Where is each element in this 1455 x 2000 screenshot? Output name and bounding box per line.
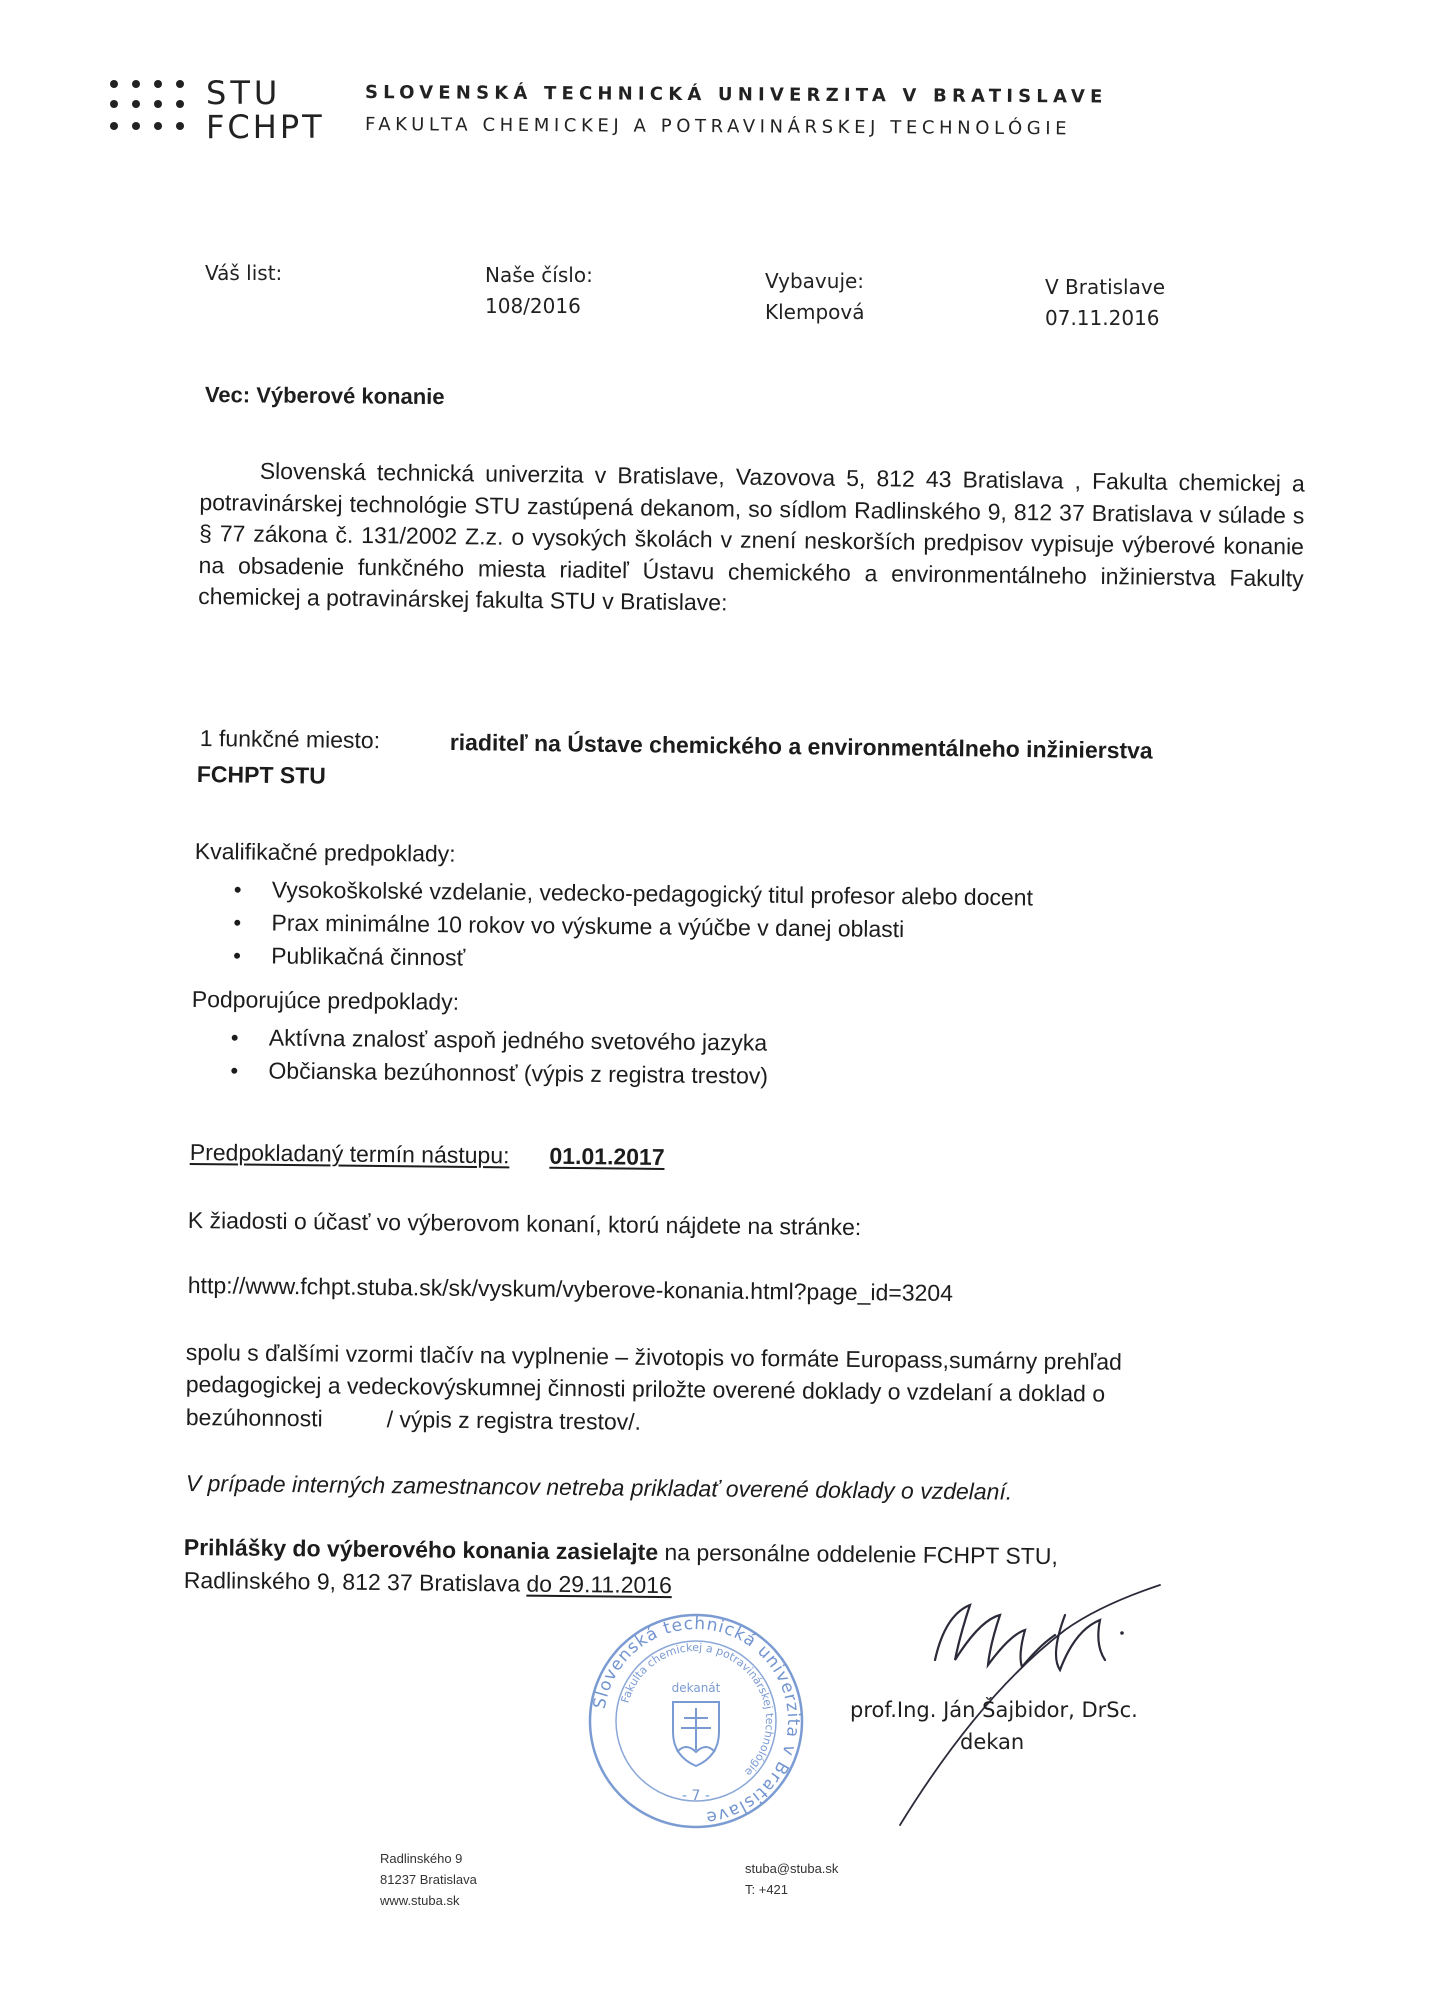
faculty-name: FAKULTA CHEMICKEJ A POTRAVINÁRSKEJ TECHNOLÓGIE: [364, 114, 1072, 140]
footer-address: [380, 1848, 477, 1911]
letter-date: 07.11.2016: [1045, 306, 1160, 330]
subject-line: Vec: Výberové konanie: [204, 382, 445, 410]
submission-deadline: do 29.11.2016: [526, 1570, 672, 1599]
supporting-label: Podporujúce predpoklady:: [191, 985, 460, 1015]
list-item: • Prax minimálne 10 rokov vo výskume a výúčbe v danej oblasti: [227, 907, 1032, 948]
attachments-line2: pedagogickej a vedeckovýskumnej činnosti priložte overené doklady o vzdelaní a doklad o: [185, 1370, 1106, 1407]
list-item: • Aktívna znalosť aspoň jedného svetového jazyka: [225, 1022, 769, 1061]
submission-bold: Prihlášky do výberového konania zasielajte: [183, 1533, 659, 1565]
internal-note: V prípade interných zamestnancov netreba prikladať overené doklady o vzdelaní.: [185, 1469, 1013, 1505]
footer-city: 81237 Bratislava: [380, 1872, 477, 1887]
position-title-line2: FCHPT STU: [196, 760, 327, 789]
footer-phone: T: +421: [745, 1882, 789, 1897]
list-item: • Publikačná činnosť: [227, 940, 1032, 981]
submission-rest: na personálne oddelenie FCHPT STU,: [657, 1538, 1058, 1570]
list-item: • Občianska bezúhonnosť (výpis z registra trestov): [224, 1055, 768, 1094]
stamp-number: - 7 -: [682, 1788, 710, 1804]
footer-contact: [745, 1858, 838, 1900]
footer-email: stuba@stuba.sk: [745, 1861, 839, 1876]
position-label: 1 funkčné miesto:: [199, 724, 381, 754]
attachments-line3a: bezúhonnosti: [185, 1403, 323, 1432]
stamp-inner-text: Fakulta chemickej a potravinárskej technológie: [618, 1640, 777, 1779]
application-intro: K žiadosti o účasť vo výberovom konaní, ktorú nájdete na stránke:: [187, 1206, 862, 1241]
qualifications-label: Kvalifikačné predpoklady:: [194, 837, 456, 867]
position-title: riaditeľ na Ústave chemického a environmentálneho inžinierstva: [449, 728, 1153, 764]
logo-dots: [110, 80, 192, 138]
our-number: 108/2016: [485, 294, 581, 318]
our-number-label: Naše číslo:: [485, 263, 593, 287]
handled-by-label: Vybavuje:: [765, 269, 865, 293]
start-row: [190, 1137, 665, 1173]
application-url: http://www.fchpt.stuba.sk/sk/vyskum/vyberove-konania.html?page_id=3204: [187, 1271, 954, 1307]
start-label: Predpokladaný termín nástupu:: [189, 1138, 510, 1169]
signer-title: dekan: [960, 1730, 1025, 1754]
your-letter-label: Váš list:: [205, 261, 283, 285]
university-name: SLOVENSKÁ TECHNICKÁ UNIVERZITA V BRATISLAVE: [364, 82, 1108, 108]
signer-name: prof.Ing. Ján Šajbidor, DrSc.: [850, 1698, 1138, 1722]
footer-web: www.stuba.sk: [380, 1893, 460, 1908]
footer-street: Radlinského 9: [380, 1851, 463, 1866]
attachments-line1: spolu s ďalšími vzormi tlačív na vyplnenie – životopis vo formáte Europass,sumárny prehľad: [185, 1338, 1123, 1375]
stamp-center-text: dekanát: [671, 1681, 721, 1695]
stamp-outer-text: Slovenská technická univerzita v Bratislave: [589, 1613, 804, 1828]
place-label: V Bratislave: [1045, 275, 1166, 299]
handled-by: Klempová: [765, 300, 865, 324]
attachments-line3: [186, 1402, 642, 1438]
supporting-list: [224, 1022, 768, 1094]
logo-stu: STU: [206, 74, 282, 112]
qualifications-list: [227, 874, 1033, 981]
intro-paragraph: Slovenská technická univerzita v Bratislave, Vazovova 5, 812 43 Bratislava , Fakulta chemickej a potravinárskej technológie STU zastúpená dekanom, so sídlom Radlinského 9, 812 37 Bratislava v súlade s § 77 zákona č. 131/2002 Z.z. o vysokých školách v znení neskorších predpisov vypisuje výberové konanie na obsadenie funkčného miesta riaditeľ Ústavu chemického a environmentálneho inžinierstva Fakulty chemickej a potravinárskej fakulta STU v Bratislave:: [198, 457, 1305, 616]
coat-of-arms-icon: [673, 1702, 719, 1766]
list-item: • Vysokoškolské vzdelanie, vedecko-pedagogický titul profesor alebo docent: [228, 874, 1033, 915]
attachments-line3b: / výpis z registra trestov/.: [386, 1406, 642, 1435]
start-date: 01.01.2017: [549, 1142, 665, 1170]
faculty-stamp: [585, 1610, 807, 1832]
submission-address: Radlinského 9, 812 37 Bratislava: [183, 1566, 527, 1597]
submission-line2: [184, 1565, 672, 1601]
logo-fchpt: FCHPT: [206, 108, 325, 146]
